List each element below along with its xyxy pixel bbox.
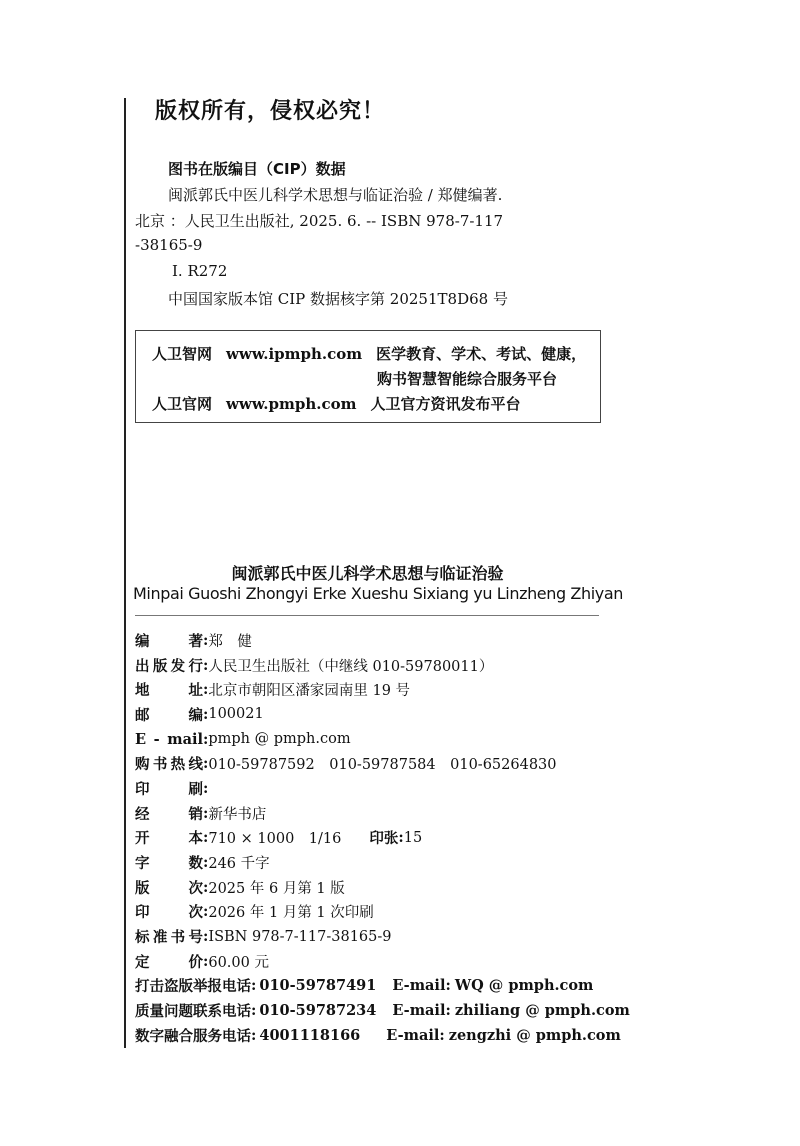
info-key: 质量问题联系电话 <box>135 1004 251 1021</box>
info-row-distributor: 经销 : 新华书店 <box>135 804 267 823</box>
info-value: 2026 年 1 月第 1 次印刷 <box>208 905 374 922</box>
info-row-format: 开本 : 710 × 1000 1/16 印张 : 15 <box>135 829 423 848</box>
info-key: 经销 <box>135 806 203 823</box>
service-url: www.ipmph.com <box>226 345 363 363</box>
info-value: pmph @ pmph.com <box>208 731 351 748</box>
info-key: 购书热线 <box>135 757 203 774</box>
info-phone: 010-59787234 <box>259 1002 377 1020</box>
info-key: 字数 <box>135 856 203 873</box>
info-value: 100021 <box>208 706 264 723</box>
info-value: 2025 年 6 月第 1 版 <box>208 880 345 897</box>
info-row-price: 定价 : 60.00 元 <box>135 952 269 971</box>
info-key: E - mail <box>135 730 203 748</box>
info-key: 编著 <box>135 633 203 650</box>
info-key: 开本 <box>135 831 203 848</box>
divider-line <box>135 615 599 616</box>
info-row-impression: 印次 : 2026 年 1 月第 1 次印刷 <box>135 903 374 922</box>
info-value: 710 × 1000 1/16 <box>208 831 342 848</box>
info-row-digital: 数字融合服务电话 : 4001118166 E-mail : zengzhi @ pmph.com <box>135 1026 621 1045</box>
cip-line-2: 北京 ：人民卫生出版社, 2025. 6. -- ISBN 978-7-117 <box>135 212 504 230</box>
info-value: 新华书店 <box>208 806 267 823</box>
info-value: 北京市朝阳区潘家园南里 19 号 <box>208 683 411 700</box>
info-row-email: E - mail : pmph @ pmph.com <box>135 730 351 748</box>
info-email: zhiliang @ pmph.com <box>454 1002 630 1020</box>
book-pinyin-title: Minpai Guoshi Zhongyi Erke Xueshu Sixiang yu Linzheng Zhiyan <box>133 584 623 603</box>
service-row-ipmph-desc2 <box>377 368 557 389</box>
info-value: 60.00 元 <box>208 954 269 971</box>
info-phone: 010-59787491 <box>259 977 377 995</box>
info-value: 246 千字 <box>208 856 270 873</box>
info-key: 出版发行 <box>135 658 203 675</box>
info-email: zengzhi @ pmph.com <box>448 1026 621 1044</box>
info-phone: 4001118166 <box>259 1026 361 1044</box>
info-row-address: 地址 : 北京市朝阳区潘家园南里 19 号 <box>135 681 411 700</box>
info-key: 定价 <box>135 954 203 971</box>
cip-line-3: -38165-9 <box>135 236 203 254</box>
info-value: 郑 健 <box>208 633 252 650</box>
info-email-label: E-mail <box>392 1002 446 1020</box>
service-label: 人卫官网 <box>152 395 213 413</box>
info-value: 010-59787592 010-59787584 010-65264830 <box>208 757 557 774</box>
info-row-isbn: 标准书号 : ISBN 978-7-117-38165-9 <box>135 928 392 947</box>
info-value-sheets: 15 <box>403 829 423 846</box>
info-row-hotline: 购书热线 : 010-59787592 010-59787584 010-65264830 <box>135 755 557 774</box>
service-url: www.pmph.com <box>226 395 357 413</box>
service-row-ipmph <box>152 343 586 364</box>
info-key: 印刷 <box>135 781 203 798</box>
info-key: 邮编 <box>135 707 203 724</box>
book-title: 闽派郭氏中医儿科学术思想与临证治验 <box>231 564 504 583</box>
info-key: 地址 <box>135 683 203 700</box>
copyright-notice: 版权所有，侵权必究！ <box>155 99 386 124</box>
info-row-postcode: 邮编 : 100021 <box>135 705 264 724</box>
info-key-sheets: 印张 <box>369 831 399 848</box>
colophon-info <box>135 628 630 1048</box>
service-desc: 医学教育、学术、考试、健康， <box>376 345 587 363</box>
info-email-label: E-mail <box>386 1026 440 1044</box>
service-desc: 人卫官方资讯发布平台 <box>370 395 521 413</box>
info-key: 打击盗版举报电话 <box>135 979 251 996</box>
cip-title: 图书在版编目（CIP）数据 <box>168 160 346 178</box>
service-row-pmph <box>152 393 520 414</box>
info-key: 印次 <box>135 905 203 922</box>
info-row-publisher: 出版发行 : 人民卫生出版社（中继线 010-59780011） <box>135 656 494 675</box>
info-email: WQ @ pmph.com <box>454 977 594 995</box>
service-label: 人卫智网 <box>152 345 213 363</box>
info-row-words: 字数 : 246 千字 <box>135 854 270 873</box>
info-key: 标准书号 <box>135 930 203 947</box>
cip-line-4: Ⅰ. R272 <box>172 262 228 280</box>
cip-line-1: 闽派郭氏中医儿科学术思想与临证治验 / 郑健编著. <box>168 186 503 204</box>
info-value: ISBN 978-7-117-38165-9 <box>208 928 392 945</box>
info-row-author: 编著 : 郑 健 <box>135 631 252 650</box>
info-email-label: E-mail <box>392 977 446 995</box>
info-row-piracy: 打击盗版举报电话 : 010-59787491 E-mail : WQ @ pmph.com <box>135 977 594 996</box>
info-row-edition: 版次 : 2025 年 6 月第 1 版 <box>135 878 345 897</box>
cip-line-5: 中国国家版本馆 CIP 数据核字第 20251T8D68 号 <box>168 290 508 308</box>
info-key: 版次 <box>135 880 203 897</box>
pmph-services-box <box>135 330 601 423</box>
info-value: 人民卫生出版社（中继线 010-59780011） <box>208 658 494 675</box>
info-key: 数字融合服务电话 <box>135 1028 251 1045</box>
service-desc: 购书智慧智能综合服务平台 <box>377 370 558 388</box>
info-row-quality: 质量问题联系电话 : 010-59787234 E-mail : zhiliang @ pmph.com <box>135 1002 630 1021</box>
info-row-printer: 印刷 : <box>135 779 209 798</box>
